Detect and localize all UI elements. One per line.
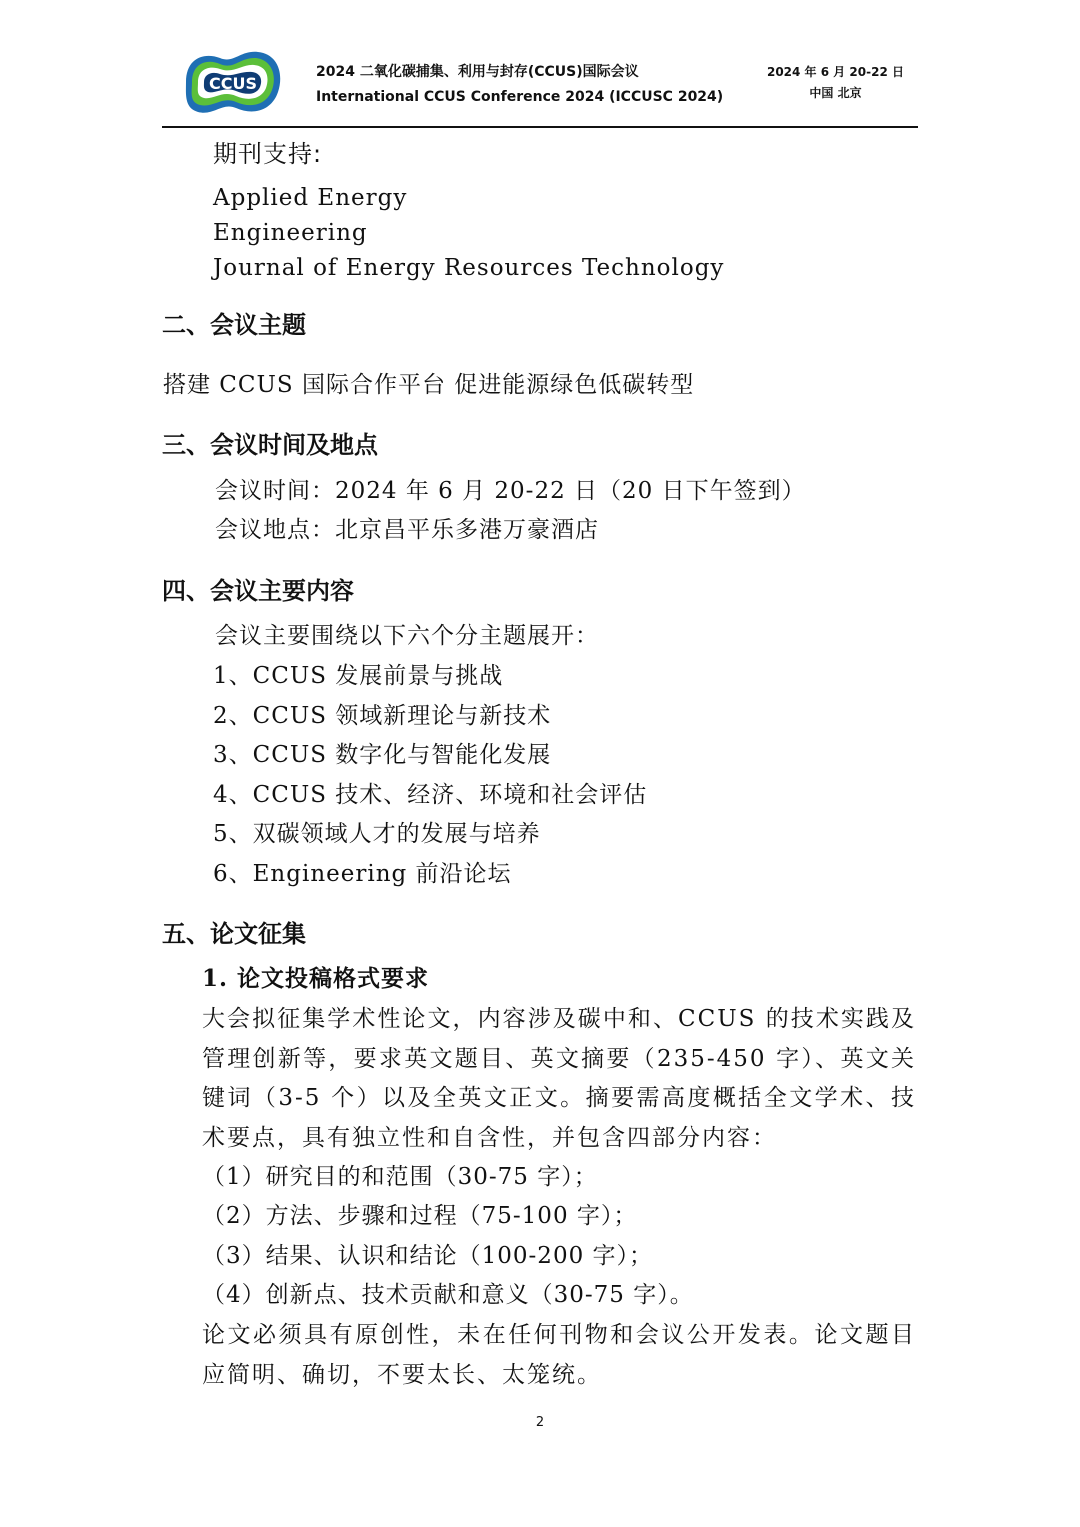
paper-requirements: 大会拟征集学术性论文，内容涉及碳中和、CCUS 的技术实践及管理创新等，要求英文题目、英文摘要（235-450 字）、英文关键词（3-5 个）以及全英文正文。摘要需高度概括全文学术、技术要点，具有独立性和自含性，并包含四部分内容： — [202, 1006, 916, 1151]
logo-text: CCUS — [209, 74, 257, 93]
header-date-place — [767, 62, 904, 104]
header-divider — [162, 126, 918, 128]
meeting-place: 会议地点：北京昌平乐多港万豪酒店 — [215, 517, 599, 543]
section-title: 三、会议时间及地点 — [162, 431, 378, 459]
meeting-time: 会议时间：2024 年 6 月 20-22 日（20 日下午签到） — [215, 478, 806, 504]
topic-item: 5、双碳领域人才的发展与培养 — [213, 821, 541, 847]
section-title: 四、会议主要内容 — [162, 577, 354, 605]
topic-item: 2、CCUS 领域新理论与新技术 — [213, 703, 552, 729]
abstract-item: （1）研究目的和范围（30-75 字）； — [202, 1164, 598, 1190]
journal-item: Journal of Energy Resources Technology — [213, 255, 725, 281]
abstract-item: （4）创新点、技术贡献和意义（30-75 字）。 — [202, 1282, 694, 1308]
header-title-cn: 2024 二氧化碳捕集、利用与封存(CCUS)国际会议 — [316, 64, 639, 80]
content-intro: 会议主要围绕以下六个分主题展开： — [215, 623, 599, 649]
topic-item: 1、CCUS 发展前景与挑战 — [213, 663, 504, 689]
journal-item: Engineering — [213, 220, 368, 246]
abstract-item: （2）方法、步骤和过程（75-100 字）； — [202, 1203, 638, 1229]
page-header — [162, 40, 918, 128]
page-number: 2 — [535, 1415, 545, 1430]
journals-heading: 期刊支持: — [213, 140, 323, 168]
topic-item: 3、CCUS 数字化与智能化发展 — [213, 742, 552, 768]
header-title-en: International CCUS Conference 2024 (ICCUSC 2024) — [316, 89, 724, 105]
header-place: 中国 北京 — [809, 86, 862, 100]
theme-text: 搭建 CCUS 国际合作平台 促进能源绿色低碳转型 — [163, 372, 695, 398]
abstract-item: （3）结果、认识和结论（100-200 字）； — [202, 1243, 654, 1269]
section-title: 五、论文征集 — [162, 920, 306, 948]
ccus-logo — [174, 44, 286, 120]
journal-item: Applied Energy — [213, 185, 408, 211]
topic-item: 6、Engineering 前沿论坛 — [213, 861, 512, 887]
header-date: 2024 年 6 月 20-22 日 — [766, 65, 904, 79]
topic-item: 4、CCUS 技术、经济、环境和社会评估 — [213, 782, 648, 808]
originality-note: 论文必须具有原创性，未在任何刊物和会议公开发表。论文题目应简明、确切，不要太长、太笼统。 — [202, 1322, 916, 1388]
header-title — [316, 60, 723, 110]
section-title: 二、会议主题 — [162, 311, 306, 339]
subsection-title: 1. 论文投稿格式要求 — [202, 965, 430, 992]
